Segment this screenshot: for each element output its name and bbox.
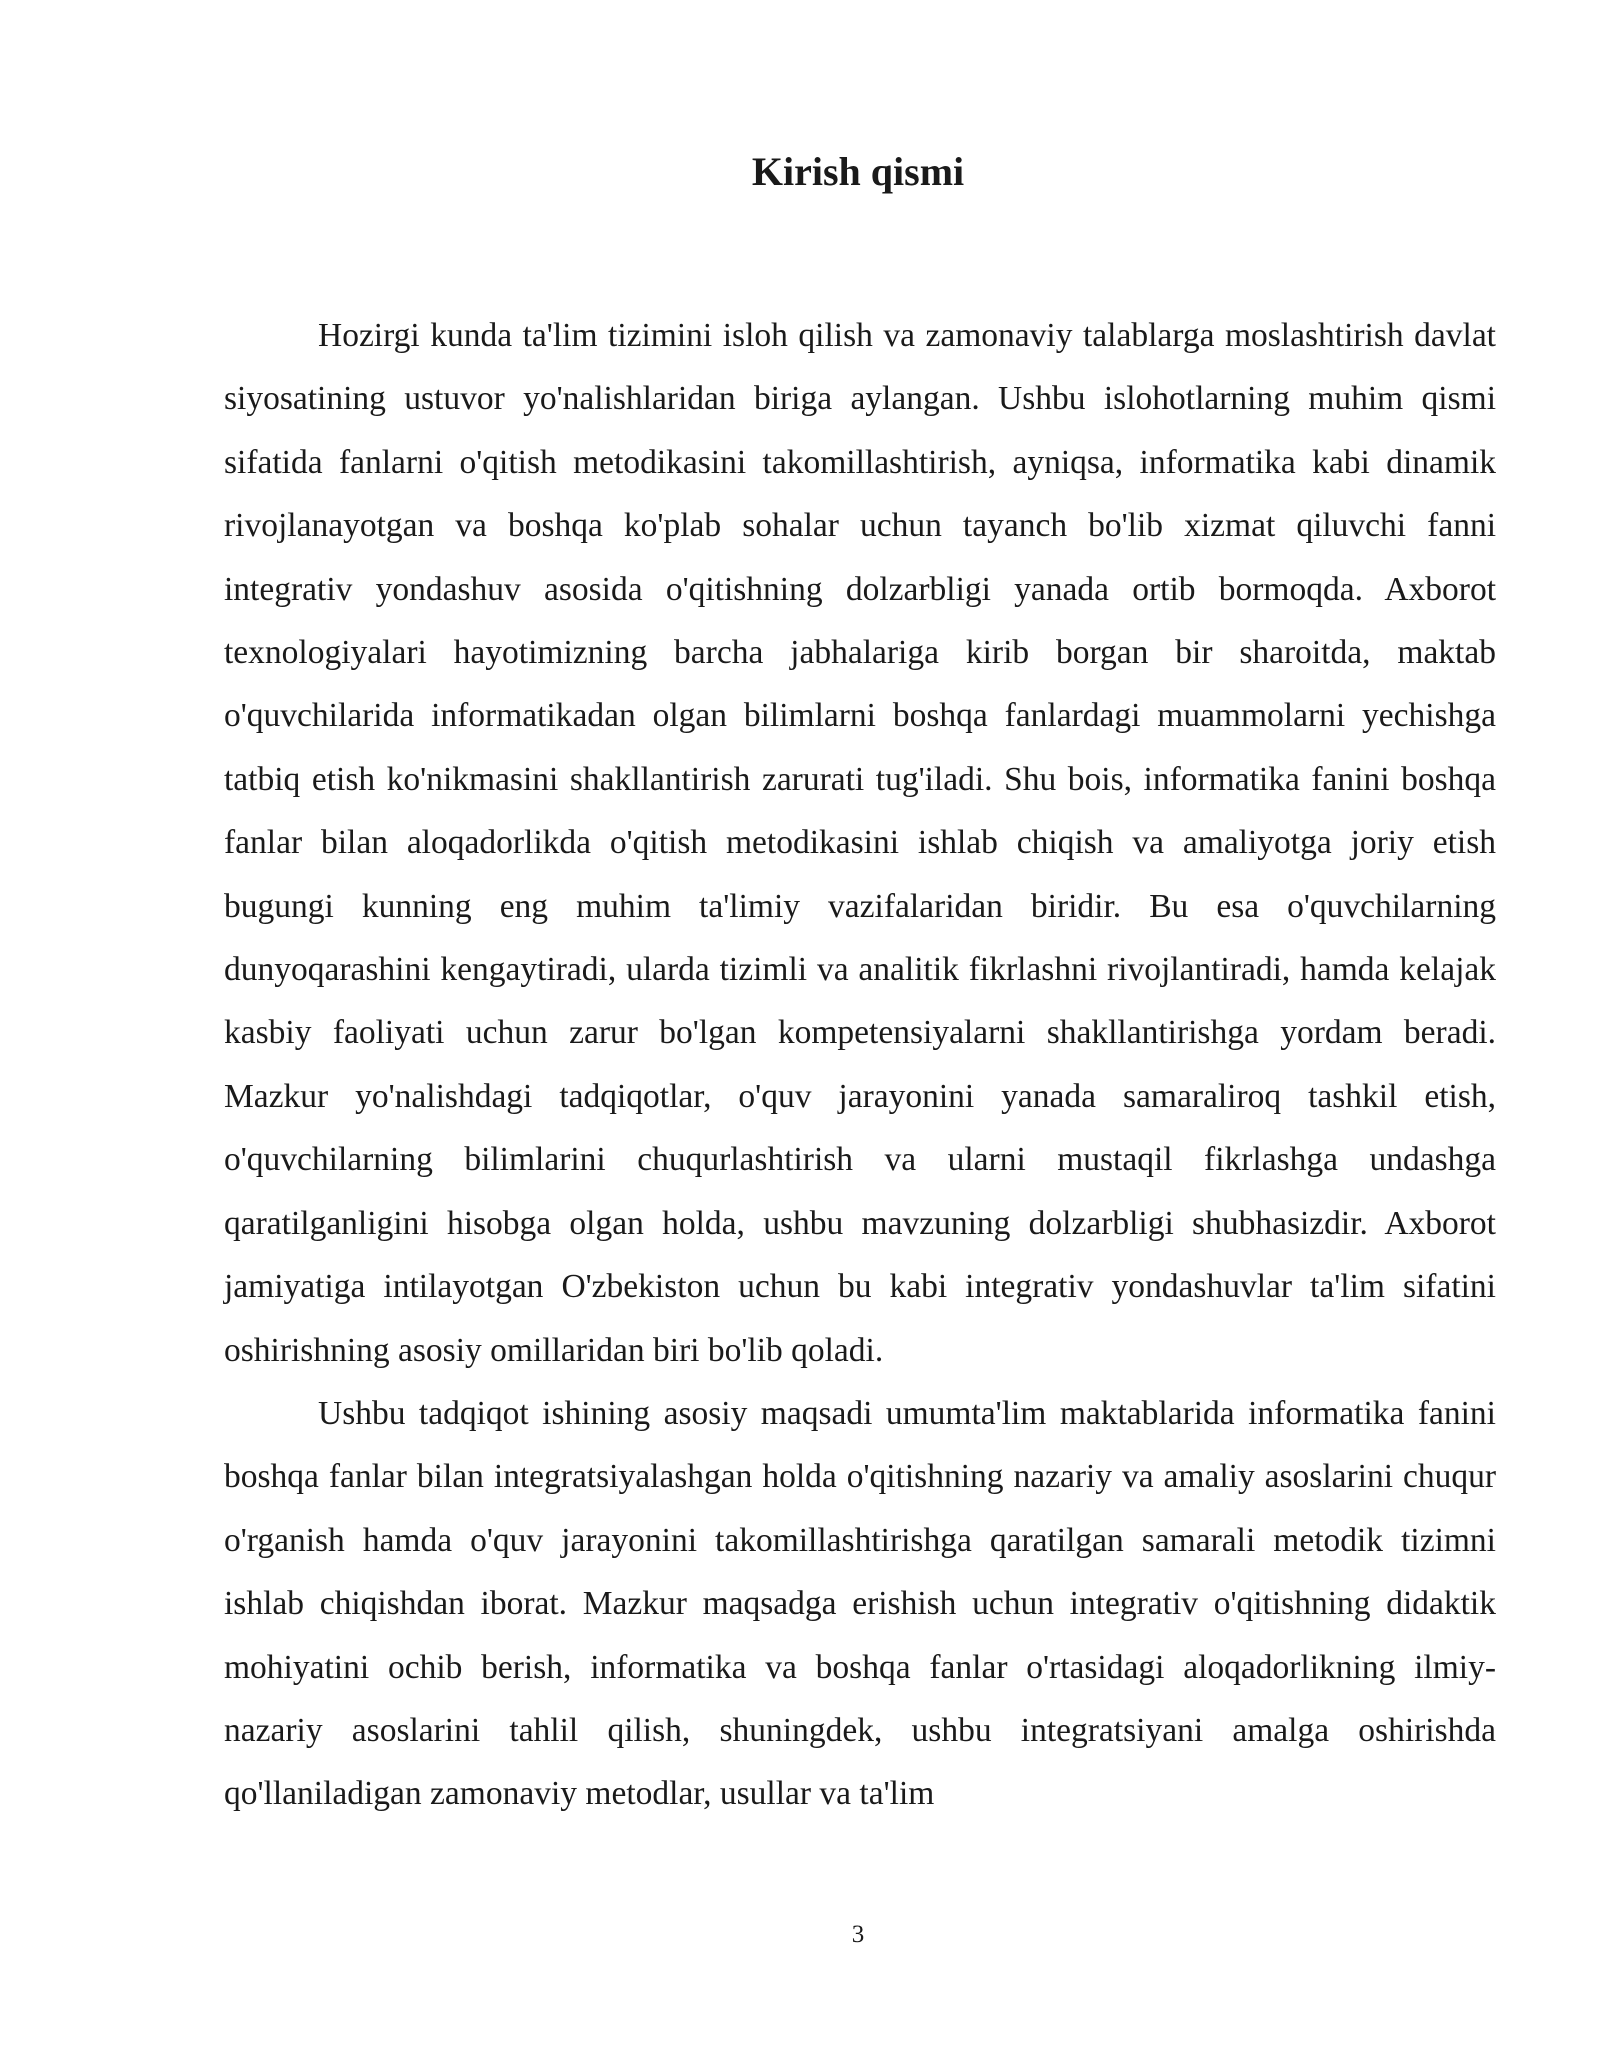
page-title: Kirish qismi: [751, 149, 965, 194]
page-number: 3: [851, 1921, 865, 1948]
body-text: [224, 304, 1496, 1826]
paragraph: Hozirgi kunda ta'lim tizimini isloh qilish va zamonaviy talablarga moslashtirish davlat siyosatining ustuvor yo'nalishlaridan biriga aylangan. Ushbu islohotlarning muhim qismi sifatida fanlarni o'qitish metodikasini takomillashtirish, ayniqsa, informatika kabi dinamik rivojlanayotgan va boshqa ko'plab sohalar uchun tayanch bo'lib xizmat qiluvchi fanni integrativ yondashuv asosida o'qitishning dolzarbligi yanada ortib bormoqda. Axborot texnologiyalari hayotimizning barcha jabhalariga kirib borgan bir sharoitda, maktab o'quvchilarida informatikadan olgan bilimlarni boshqa fanlardagi muammolarni yechishga tatbiq etish ko'nikmasini shakllantirish zarurati tug'iladi. Shu bois, informatika fanini boshqa fanlar bilan aloqadorlikda o'qitish metodikasini ishlab chiqish va amaliyotga joriy etish bugungi kunning eng muhim ta'limiy vazifalaridan biridir. Bu esa o'quvchilarning dunyoqarashini kengaytiradi, ularda tizimli va analitik fikrlashni rivojlantiradi, hamda kelajak kasbiy faoliyati uchun zarur bo'lgan kompetensiyalarni shakllantirishga yordam beradi. Mazkur yo'nalishdagi tadqiqotlar, o'quv jarayonini yanada samaraliroq tashkil etish, o'quvchilarning bilimlarini chuqurlashtirish va ularni mustaqil fikrlashga undashga qaratilganligini hisobga olgan holda, ushbu mavzuning dolzarbligi shubhasizdir. Axborot jamiyatiga intilayotgan O'zbekiston uchun bu kabi integrativ yondashuvlar ta'lim sifatini oshirishning asosiy omillaridan biri bo'lib qoladi.: [224, 317, 1496, 1369]
paragraph: Ushbu tadqiqot ishining asosiy maqsadi umumta'lim maktablarida informatika fanini boshqa fanlar bilan integratsiyalashgan holda o'qitishning nazariy va amaliy asoslarini chuqur o'rganish hamda o'quv jarayonini takomillashtirishga qaratilgan samarali metodik tizimni ishlab chiqishdan iborat. Mazkur maqsadga erishish uchun integrativ o'qitishning didaktik mohiyatini ochib berish, informatika va boshqa fanlar o'rtasidagi aloqadorlikning ilmiy-nazariy asoslarini tahlil qilish, shuningdek, ushbu integratsiyani amalga oshirishda qo'llaniladigan zamonaviy metodlar, usullar va ta'lim: [224, 1394, 1496, 1813]
